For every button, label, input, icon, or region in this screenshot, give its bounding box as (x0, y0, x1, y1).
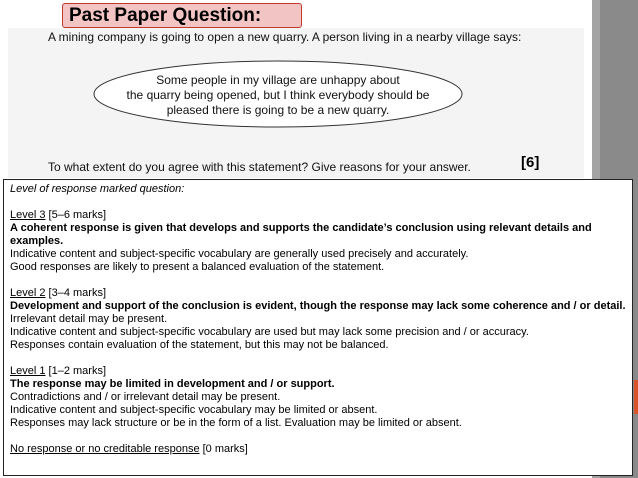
level-1-heading (10, 365, 626, 378)
level-2-detail: Responses contain evaluation of the statement, but this may not be balanced. (10, 339, 389, 351)
level-3-heading (10, 209, 626, 222)
mark-scheme-box (3, 179, 633, 476)
quote-line: Some people in my village are unhappy about (156, 73, 400, 87)
level-2-heading (10, 287, 626, 300)
quote-text (92, 73, 464, 118)
level-2-detail: Indicative content and subject-specific vocabulary are used but may lack some precision and / or accuracy. (10, 326, 529, 338)
level-2-detail: Irrelevant detail may be present. (10, 313, 168, 325)
no-response-row (10, 443, 626, 456)
level-3-detail: Good responses are likely to present a balanced evaluation of the statement. (10, 261, 385, 273)
no-response-marks: [0 marks] (202, 443, 248, 455)
speech-bubble (92, 58, 464, 130)
marks-badge: [6] (521, 154, 540, 171)
quote-line: pleased there is going to be a new quarry. (166, 103, 390, 117)
level-1-detail: Indicative content and subject-specific vocabulary may be limited or absent. (10, 404, 378, 416)
level-3-criteria: A coherent response is given that develops and supports the candidate’s conclusion using relevant details and examples. (10, 222, 592, 247)
level-1-detail: Responses may lack structure or be in the form of a list. Evaluation may be limited or absent. (10, 417, 462, 429)
level-range: [3–4 marks] (48, 287, 107, 299)
level-label: Level 1 (10, 365, 46, 377)
level-1-criteria: The response may be limited in development and / or support. (10, 378, 335, 390)
question-statement: A mining company is going to open a new quarry. A person living in a nearby village says: (48, 30, 522, 44)
accent-tab (634, 380, 638, 414)
mark-scheme-intro: Level of response marked question: (10, 183, 185, 195)
slide-title: Past Paper Question: (62, 3, 302, 28)
level-range: [1–2 marks] (48, 365, 107, 377)
no-response-label: No response or no creditable response (10, 443, 200, 455)
quote-line: the quarry being opened, but I think everybody should be (126, 88, 430, 102)
level-3-detail: Indicative content and subject-specific vocabulary are generally used precisely and accurately. (10, 248, 469, 260)
question-prompt: To what extent do you agree with this statement? Give reasons for your answer. (48, 160, 471, 174)
level-2-criteria: Development and support of the conclusion is evident, though the response may lack some coherence and / or detail. (10, 300, 626, 312)
level-label: Level 3 (10, 209, 46, 221)
level-label: Level 2 (10, 287, 46, 299)
level-range: [5–6 marks] (48, 209, 107, 221)
level-1-detail: Contradictions and / or irrelevant detail may be present. (10, 391, 281, 403)
